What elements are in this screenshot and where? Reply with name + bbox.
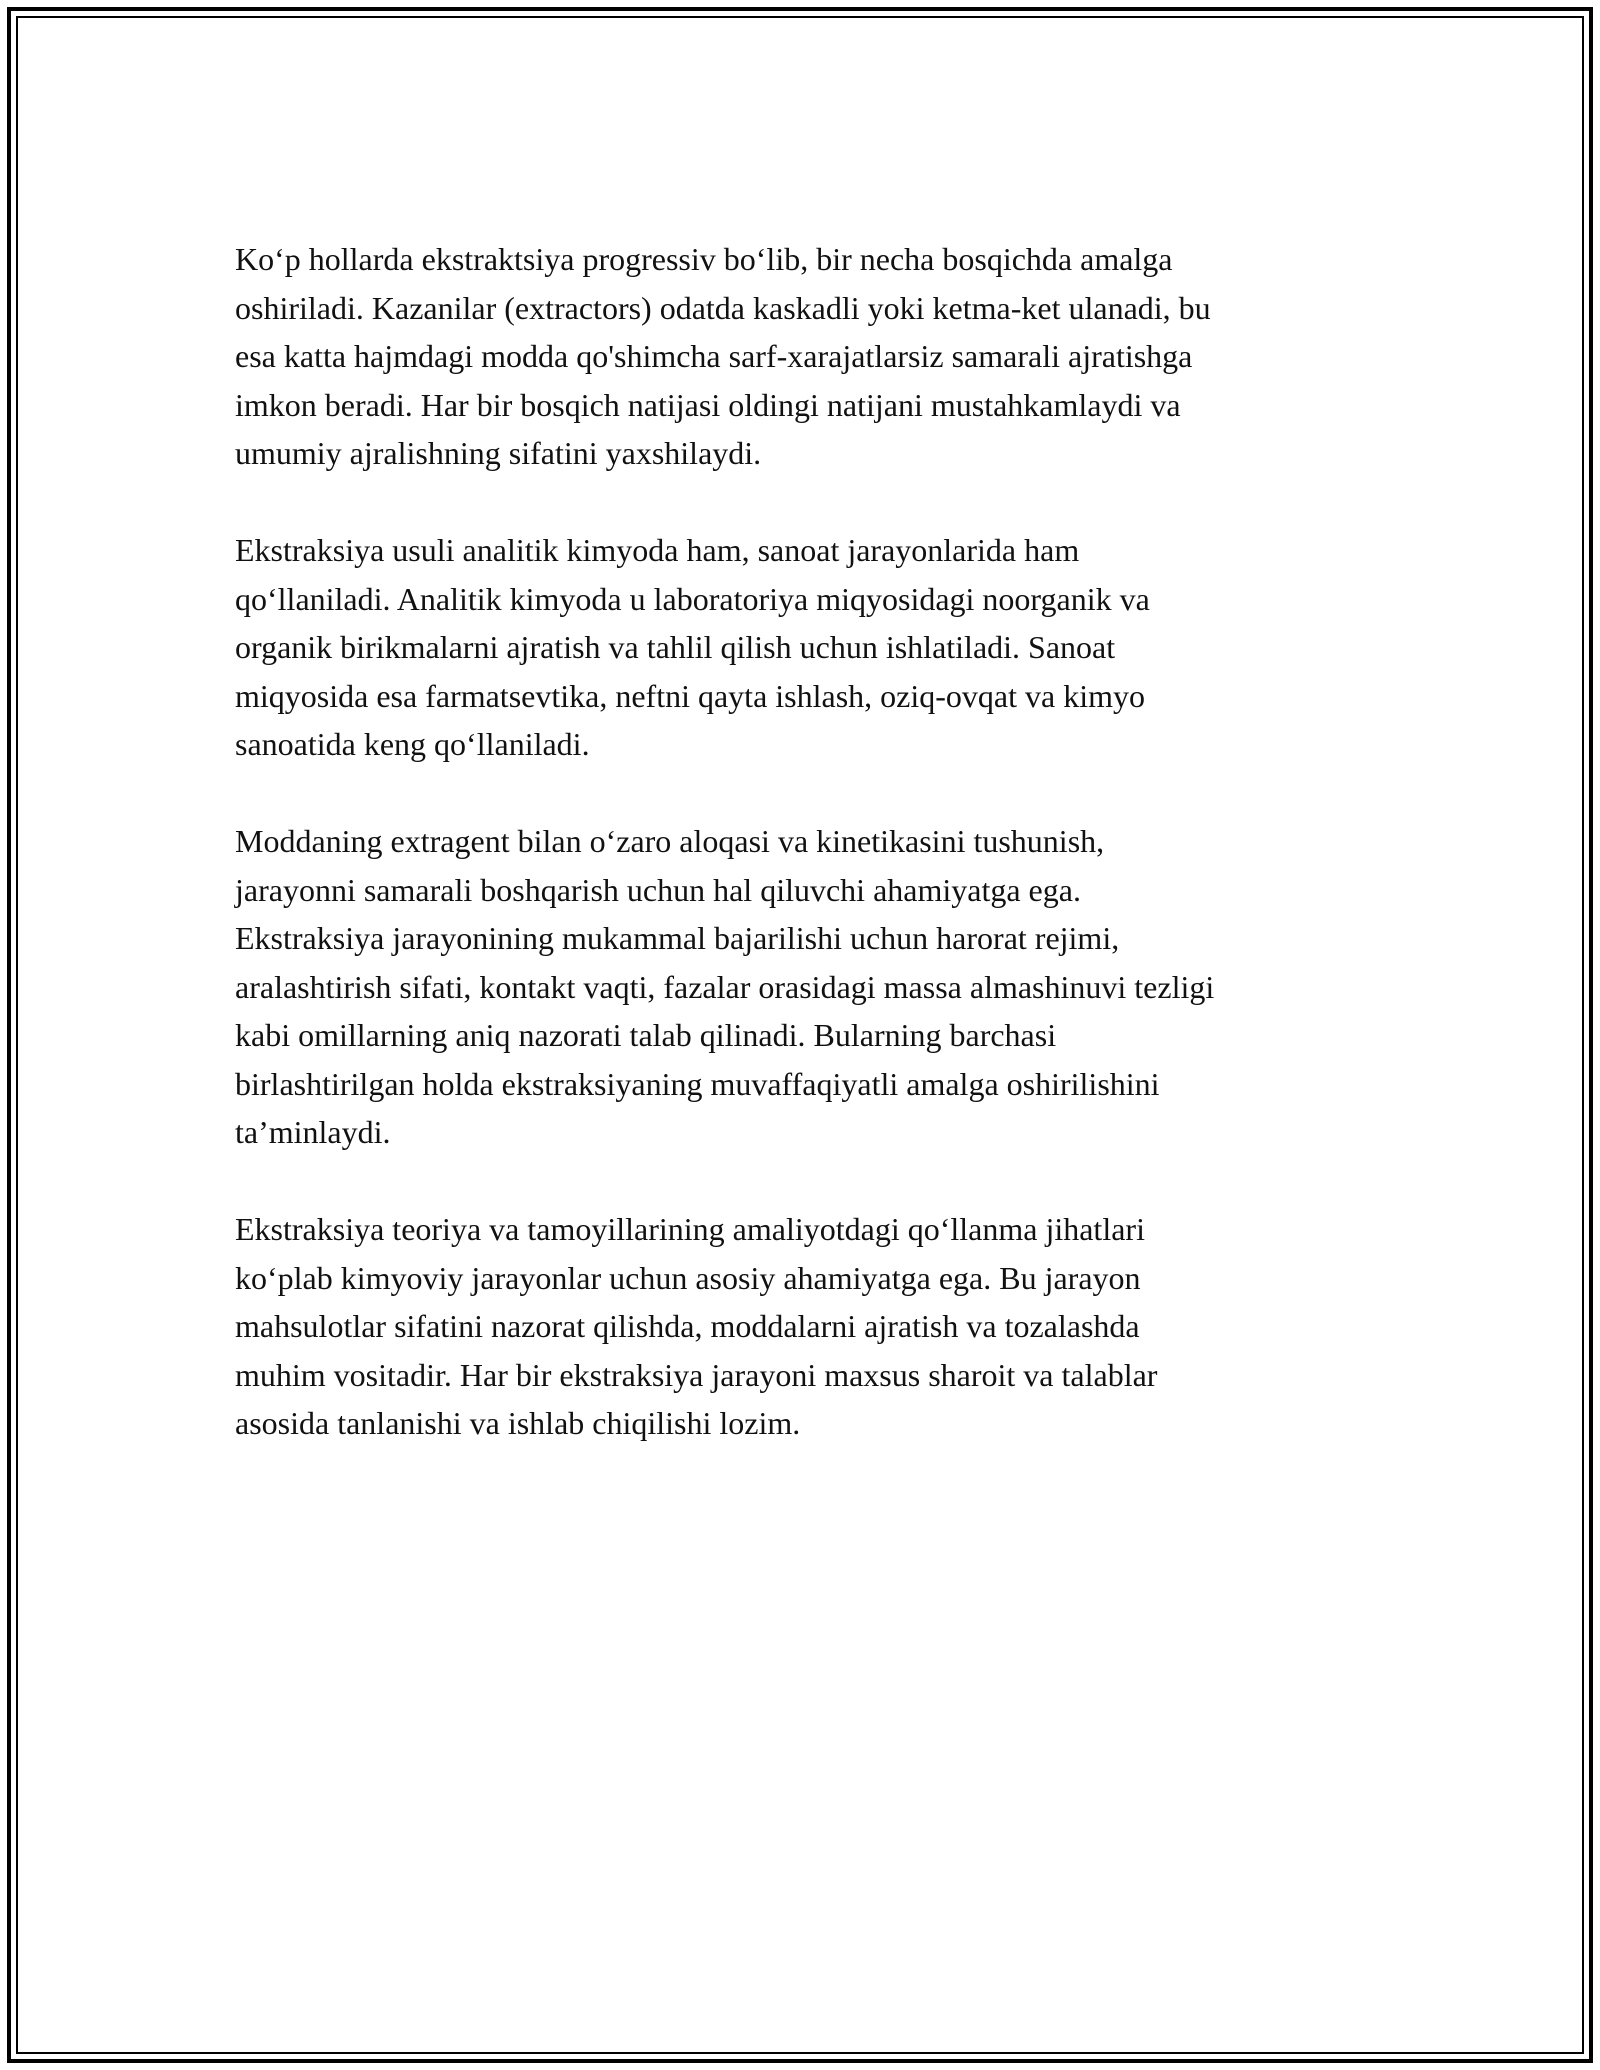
paragraph-2: Ekstraksiya usuli analitik kimyoda ham, sanoat jarayonlarida ham qo‘llaniladi. Analitik kimyoda u laboratoriya miqyosidagi noorganik va organik birikmalarni ajratish va tahlil qilish uchun ishlatiladi. Sanoat miqyosida esa farmatsevtika, neftni qayta ishlash, oziq-ovqat va kimyo sanoatida keng qo‘llaniladi. [235, 532, 1150, 762]
paragraph-3: Moddaning extragent bilan o‘zaro aloqasi va kinetikasini tushunish, jarayonni samarali boshqarish uchun hal qiluvchi ahamiyatga ega. Ekstraksiya jarayonining mukammal bajarilishi uchun harorat rejimi, aralashtirish sifati, kontakt vaqti, fazalar orasidagi massa almashinuvi tezligi kabi omillarning aniq nazorati talab qilinadi. Bularning barchasi birlashtirilgan holda ekstraksiyaning muvaffaqiyatli amalga oshirilishini ta’minlaydi. [235, 823, 1215, 1150]
document-body [235, 235, 1365, 1496]
paragraph-4: Ekstraksiya teoriya va tamoyillarining amaliyotdagi qo‘llanma jihatlari ko‘plab kimyoviy jarayonlar uchun asosiy ahamiyatga ega. Bu jarayon mahsulotlar sifatini nazorat qilishda, moddalarni ajratish va tozalashda muhim vositadir. Har bir ekstraksiya jarayoni maxsus sharoit va talablar asosida tanlanishi va ishlab chiqilishi lozim. [235, 1211, 1158, 1441]
paragraph-1: Ko‘p hollarda ekstraktsiya progressiv bo‘lib, bir necha bosqichda amalga oshiriladi. Kazanilar (extractors) odatda kaskadli yoki ketma-ket ulanadi, bu esa katta hajmdagi modda qo'shimcha sarf-xarajatlarsiz samarali ajratishga imkon beradi. Har bir bosqich natijasi oldingi natijani mustahkamlaydi va umumiy ajralishning sifatini yaxshilaydi. [235, 241, 1211, 471]
